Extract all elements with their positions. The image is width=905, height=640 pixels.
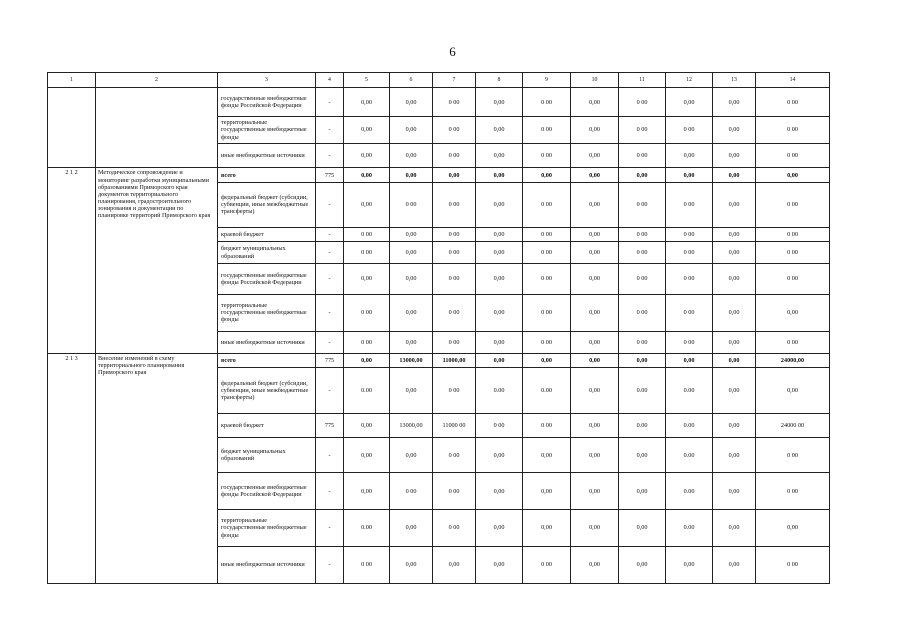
amount-cell: 0 00: [756, 143, 830, 168]
funding-source-cell: бюджет муниципальных образований: [218, 242, 316, 264]
funding-source-cell: краевой бюджет: [218, 227, 316, 241]
amount-cell: 0,00: [344, 473, 390, 510]
item-name-cell: [96, 88, 218, 168]
header-row: [48, 73, 830, 88]
amount-cell: 0 00: [756, 182, 830, 227]
amount-cell: 0,00: [571, 143, 619, 168]
amount-cell: 0,00: [390, 294, 433, 331]
amount-cell: 0 00: [619, 294, 666, 331]
amount-cell: 0 00: [433, 473, 476, 510]
funding-source-cell: иные внебюджетные источники: [218, 331, 316, 354]
amount-cell: 0 00: [666, 227, 713, 241]
page-number: 6: [449, 44, 456, 59]
amount-cell: 0 00: [523, 117, 571, 144]
amount-cell: 0,00: [390, 438, 433, 473]
amount-cell: 0.00: [666, 438, 713, 473]
funding-source-cell: территориальные государственные внебюджетные фонды: [218, 294, 316, 331]
column-header: 14: [756, 73, 830, 88]
amount-cell: 0,00: [476, 168, 523, 182]
amount-cell: 0.00: [523, 368, 571, 413]
amount-cell: 0.00: [619, 413, 666, 438]
column-header: 4: [316, 73, 344, 88]
amount-cell: 0,00: [390, 143, 433, 168]
budget-code-cell: -: [316, 438, 344, 473]
budget-code-cell: 775: [316, 168, 344, 182]
amount-cell: 0,00: [666, 88, 713, 117]
amount-cell: 0,00: [619, 510, 666, 547]
column-header: 6: [390, 73, 433, 88]
amount-cell: 0 00: [756, 438, 830, 473]
amount-cell: 0,00: [756, 368, 830, 413]
amount-cell: 0,00: [713, 473, 756, 510]
item-number-cell: 2 1 2: [48, 168, 96, 354]
amount-cell: 0,00: [476, 227, 523, 241]
amount-cell: 0,00: [619, 473, 666, 510]
amount-cell: 0 00: [666, 117, 713, 144]
item-name-cell: Внесение изменений в схему территориального планирования Приморского края: [96, 354, 218, 584]
amount-cell: 0 00: [433, 117, 476, 144]
amount-cell: 0,00: [571, 294, 619, 331]
column-header: 2: [96, 73, 218, 88]
amount-cell: 0 00: [756, 263, 830, 294]
amount-cell: 0,00: [476, 510, 523, 547]
amount-cell: 0 00: [666, 263, 713, 294]
funding-source-cell: иные внебюджетные источники: [218, 143, 316, 168]
amount-cell: 0 00: [433, 331, 476, 354]
column-header: 8: [476, 73, 523, 88]
amount-cell: 0 00: [756, 242, 830, 264]
amount-cell: 0 00: [523, 331, 571, 354]
amount-cell: 0 00: [756, 227, 830, 241]
amount-cell: 0 00: [433, 227, 476, 241]
funding-source-cell: бюджет муниципальных образований: [218, 438, 316, 473]
amount-cell: 13000,00: [390, 413, 433, 438]
amount-cell: 0,00: [666, 168, 713, 182]
amount-cell: 0,00: [433, 546, 476, 583]
amount-cell: 0,00: [666, 143, 713, 168]
funding-source-cell: всего: [218, 168, 316, 182]
amount-cell: 0,00: [476, 473, 523, 510]
amount-cell: 0,00: [571, 242, 619, 264]
amount-cell: 0,00: [571, 168, 619, 182]
amount-cell: 0,00: [523, 473, 571, 510]
amount-cell: 0,00: [344, 182, 390, 227]
amount-cell: 0,00: [390, 331, 433, 354]
column-header: 9: [523, 73, 571, 88]
funding-source-cell: государственные внебюджетные фонды Российской Федерации: [218, 263, 316, 294]
amount-cell: 0,00: [713, 182, 756, 227]
budget-code-cell: -: [316, 368, 344, 413]
amount-cell: 0,00: [344, 117, 390, 144]
amount-cell: 0 00: [619, 88, 666, 117]
amount-cell: 0,00: [571, 368, 619, 413]
amount-cell: 0,00: [713, 438, 756, 473]
amount-cell: 0 00: [619, 143, 666, 168]
amount-cell: 0,00: [571, 117, 619, 144]
amount-cell: 0,00: [666, 354, 713, 368]
amount-cell: 0,00: [571, 413, 619, 438]
amount-cell: 0 00: [433, 368, 476, 413]
budget-code-cell: -: [316, 510, 344, 547]
amount-cell: 0.00: [666, 413, 713, 438]
amount-cell: 13000,00: [390, 354, 433, 368]
amount-cell: 0 00: [523, 88, 571, 117]
column-header: 13: [713, 73, 756, 88]
amount-cell: 0,00: [390, 168, 433, 182]
funding-source-cell: государственные внебюджетные фонды Российской Федерации: [218, 88, 316, 117]
amount-cell: 0,00: [476, 331, 523, 354]
amount-cell: 0,00: [476, 438, 523, 473]
amount-cell: 0,00: [571, 473, 619, 510]
amount-cell: 0,00: [713, 354, 756, 368]
amount-cell: 0,00: [344, 263, 390, 294]
amount-cell: 0,00: [756, 510, 830, 547]
amount-cell: 0,00: [523, 438, 571, 473]
amount-cell: 0,00: [476, 182, 523, 227]
amount-cell: 0,00: [571, 354, 619, 368]
amount-cell: 0,00: [571, 438, 619, 473]
amount-cell: 0,00: [713, 117, 756, 144]
budget-code-cell: -: [316, 331, 344, 354]
amount-cell: 0 00: [433, 263, 476, 294]
amount-cell: 0.00: [619, 368, 666, 413]
amount-cell: 0,00: [476, 117, 523, 144]
amount-cell: 0,00: [619, 546, 666, 583]
amount-cell: 0,00: [523, 168, 571, 182]
amount-cell: 0 00: [619, 242, 666, 264]
amount-cell: 0,00: [390, 368, 433, 413]
amount-cell: 0 00: [756, 88, 830, 117]
amount-cell: 0 00: [756, 546, 830, 583]
amount-cell: 0 00: [523, 227, 571, 241]
item-name-cell: Методическое сопровождение и мониторинг разработки муниципальными образованиями Приморского края документов территориального планирования, градостроительного зонирования и документации по планировке территорий Приморского края: [96, 168, 218, 354]
amount-cell: 0 00: [476, 413, 523, 438]
amount-cell: 0,00: [756, 168, 830, 182]
table-row: [48, 354, 830, 368]
budget-code-cell: -: [316, 294, 344, 331]
amount-cell: 0,00: [390, 242, 433, 264]
amount-cell: 0 00: [666, 242, 713, 264]
amount-cell: 0,00: [666, 546, 713, 583]
amount-cell: 11000 00: [433, 413, 476, 438]
amount-cell: 0 00: [344, 242, 390, 264]
budget-table: [47, 72, 830, 584]
amount-cell: 0 00: [523, 182, 571, 227]
amount-cell: 0 00: [523, 413, 571, 438]
amount-cell: 0 00: [523, 263, 571, 294]
funding-source-cell: краевой бюджет: [218, 413, 316, 438]
amount-cell: 0,00: [713, 88, 756, 117]
column-header: 10: [571, 73, 619, 88]
amount-cell: 0,00: [571, 227, 619, 241]
amount-cell: 0,00: [344, 438, 390, 473]
amount-cell: 0,00: [571, 331, 619, 354]
funding-source-cell: территориальные государственные внебюджетные фонды: [218, 510, 316, 547]
amount-cell: 0,00: [571, 263, 619, 294]
amount-cell: 0,00: [390, 117, 433, 144]
amount-cell: 0,00: [571, 182, 619, 227]
budget-code-cell: -: [316, 143, 344, 168]
amount-cell: 0,00: [619, 354, 666, 368]
amount-cell: 0 00: [523, 546, 571, 583]
amount-cell: 0 00: [433, 182, 476, 227]
amount-cell: 0.00: [666, 473, 713, 510]
amount-cell: 0 00: [619, 182, 666, 227]
column-header: 1: [48, 73, 96, 88]
amount-cell: 0,00: [344, 168, 390, 182]
amount-cell: 0,00: [476, 546, 523, 583]
column-header: 7: [433, 73, 476, 88]
amount-cell: 0 00: [666, 331, 713, 354]
amount-cell: 0.00: [344, 510, 390, 547]
amount-cell: 0,00: [713, 413, 756, 438]
budget-code-cell: 775: [316, 354, 344, 368]
funding-source-cell: федеральный бюджет (субсидии, субвенции, иные межбюджетные трансферты): [218, 368, 316, 413]
funding-source-cell: федеральный бюджет (субсидии, субвенции, иные межбюджетные трансферты): [218, 182, 316, 227]
amount-cell: 0 00: [433, 438, 476, 473]
amount-cell: 0,00: [390, 510, 433, 547]
amount-cell: 0,00: [476, 143, 523, 168]
amount-cell: 0 00: [523, 242, 571, 264]
amount-cell: 0,00: [713, 368, 756, 413]
amount-cell: 0,00: [713, 331, 756, 354]
amount-cell: 0,00: [390, 88, 433, 117]
amount-cell: 0,00: [476, 294, 523, 331]
amount-cell: 11000,00: [433, 354, 476, 368]
funding-source-cell: иные внебюджетные источники: [218, 546, 316, 583]
budget-code-cell: -: [316, 473, 344, 510]
amount-cell: 0,00: [713, 294, 756, 331]
amount-cell: 0 00: [433, 242, 476, 264]
amount-cell: 24000 00: [756, 413, 830, 438]
amount-cell: 0 00: [344, 331, 390, 354]
budget-code-cell: 775: [316, 413, 344, 438]
amount-cell: 0,00: [756, 294, 830, 331]
amount-cell: 0,00: [476, 88, 523, 117]
item-number-cell: 2 1 3: [48, 354, 96, 584]
amount-cell: 0,00: [619, 438, 666, 473]
budget-code-cell: -: [316, 227, 344, 241]
amount-cell: 0 00: [619, 117, 666, 144]
amount-cell: 0,00: [390, 263, 433, 294]
amount-cell: 0 00: [344, 294, 390, 331]
amount-cell: 0.00: [666, 510, 713, 547]
amount-cell: 0 00: [756, 117, 830, 144]
amount-cell: 0,00: [344, 88, 390, 117]
amount-cell: 0,00: [523, 354, 571, 368]
column-header: 11: [619, 73, 666, 88]
amount-cell: 0 00: [756, 473, 830, 510]
amount-cell: 0,00: [433, 168, 476, 182]
budget-code-cell: -: [316, 242, 344, 264]
amount-cell: 0.00: [666, 368, 713, 413]
amount-cell: 0 00: [433, 143, 476, 168]
amount-cell: 0.00: [476, 368, 523, 413]
column-header: 3: [218, 73, 316, 88]
amount-cell: 0 00: [666, 294, 713, 331]
amount-cell: 0,00: [390, 227, 433, 241]
amount-cell: 0,00: [344, 143, 390, 168]
table-body: [48, 73, 830, 584]
amount-cell: 0,00: [476, 354, 523, 368]
amount-cell: 0 00: [523, 143, 571, 168]
amount-cell: 0,00: [571, 510, 619, 547]
column-header: 5: [344, 73, 390, 88]
table-row: [48, 88, 830, 117]
budget-code-cell: -: [316, 263, 344, 294]
amount-cell: 0 00: [619, 263, 666, 294]
amount-cell: 0 00: [523, 294, 571, 331]
amount-cell: 24000,00: [756, 354, 830, 368]
amount-cell: 0 00: [619, 331, 666, 354]
budget-code-cell: -: [316, 182, 344, 227]
budget-code-cell: -: [316, 117, 344, 144]
amount-cell: 0,00: [523, 510, 571, 547]
funding-source-cell: территориальные государственные внебюджетные фонды: [218, 117, 316, 144]
budget-code-cell: -: [316, 88, 344, 117]
amount-cell: 0 00: [619, 227, 666, 241]
item-number-cell: [48, 88, 96, 168]
amount-cell: 0.00: [344, 368, 390, 413]
amount-cell: 0 00: [433, 294, 476, 331]
amount-cell: 0,00: [713, 510, 756, 547]
amount-cell: 0,00: [713, 263, 756, 294]
amount-cell: 0,00: [713, 242, 756, 264]
amount-cell: 0,00: [344, 413, 390, 438]
amount-cell: 0 00: [433, 510, 476, 547]
amount-cell: 0,00: [390, 546, 433, 583]
amount-cell: 0,00: [713, 227, 756, 241]
amount-cell: 0 00: [390, 473, 433, 510]
amount-cell: 0,00: [713, 168, 756, 182]
column-header: 12: [666, 73, 713, 88]
amount-cell: 0,00: [571, 546, 619, 583]
amount-cell: 0,00: [713, 546, 756, 583]
amount-cell: 0,00: [476, 263, 523, 294]
funding-source-cell: всего: [218, 354, 316, 368]
amount-cell: 0,00: [476, 242, 523, 264]
amount-cell: 0 00: [390, 182, 433, 227]
funding-source-cell: государственные внебюджетные фонды Российской Федерации: [218, 473, 316, 510]
amount-cell: 0 00: [756, 331, 830, 354]
table-row: [48, 168, 830, 182]
budget-code-cell: -: [316, 546, 344, 583]
amount-cell: 0,00: [344, 354, 390, 368]
amount-cell: 0,00: [571, 88, 619, 117]
amount-cell: 0 00: [344, 546, 390, 583]
amount-cell: 0,00: [619, 168, 666, 182]
amount-cell: 0 00: [666, 182, 713, 227]
amount-cell: 0 00: [344, 227, 390, 241]
amount-cell: 0 00: [433, 88, 476, 117]
amount-cell: 0,00: [713, 143, 756, 168]
